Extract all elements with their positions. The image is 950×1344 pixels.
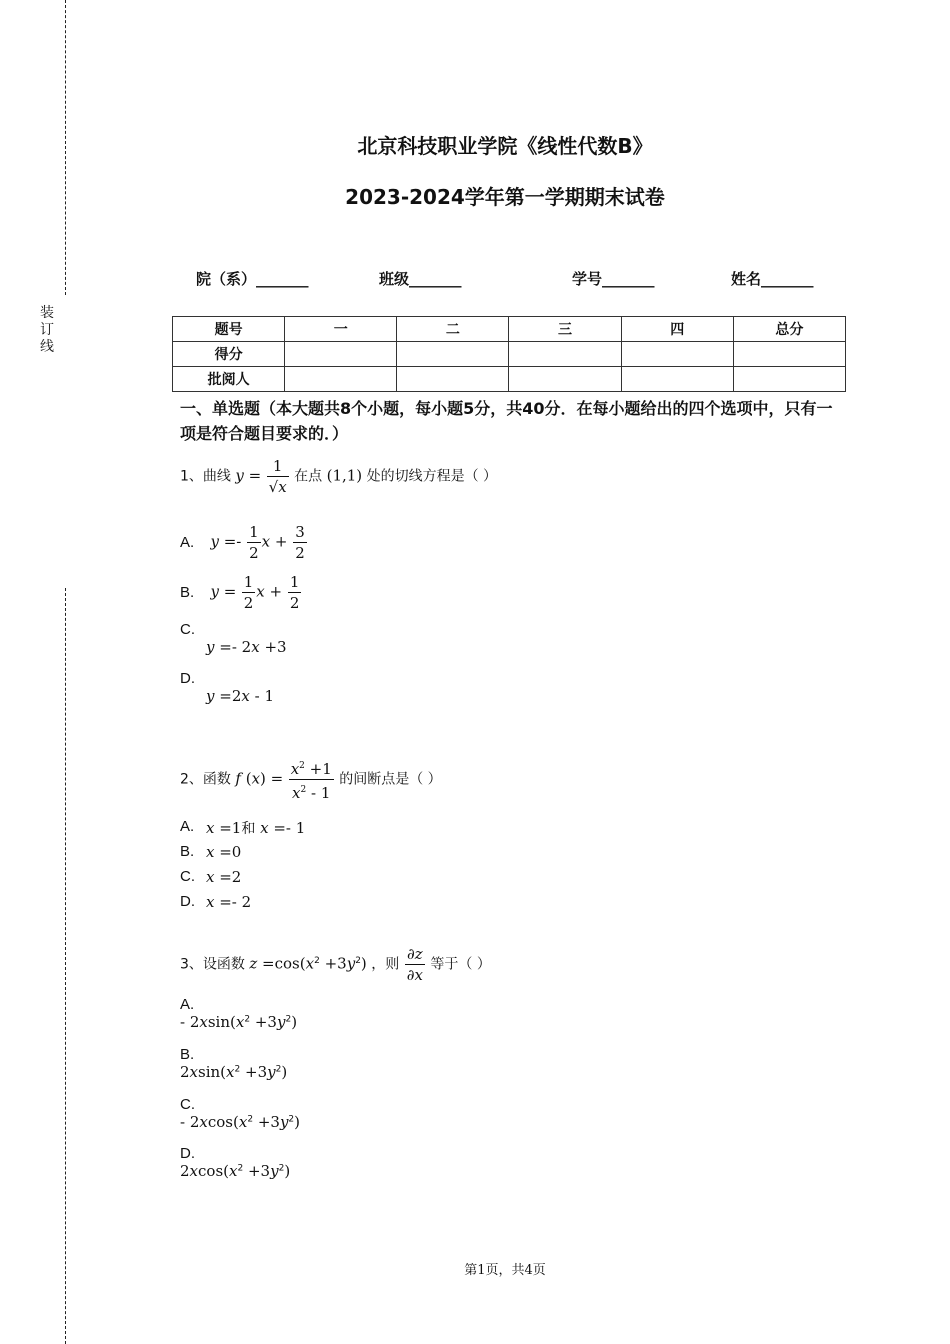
table-cell[interactable] (285, 342, 397, 367)
field-name: 姓名_______ (731, 270, 814, 288)
q1-option-c[interactable]: C. y =- 2x +3 (180, 621, 287, 656)
table-cell[interactable] (621, 342, 733, 367)
row-label: 得分 (173, 342, 285, 367)
section-heading: 一、单选题（本大题共8个小题，每小题5分，共40分．在每小题给出的四个选项中，只有一项是符合题目要求的．） (180, 399, 833, 443)
q2-option-c[interactable]: C. x =2 (180, 868, 242, 886)
page-footer: 第1页，共4页 (464, 1263, 546, 1278)
q3-option-d[interactable]: D. $2xcos(x^2 +3y^2)$ (180, 1145, 291, 1180)
formula-fraction: $\frac{x^2 +1}{x^2 - 1}$ (289, 756, 334, 803)
q1-option-b[interactable]: B. y = $\frac{1}{2}$ x + $\frac{1}{2}$ (180, 573, 300, 612)
q2-option-d[interactable]: D. x =- 2 (180, 893, 252, 911)
q3-option-a[interactable]: A. - $2xsin(x^2 +3y^2)$ (180, 996, 298, 1031)
table-header: 二 (397, 317, 509, 342)
field-class: 班级_______ (379, 270, 462, 288)
table-cell[interactable] (285, 367, 397, 392)
table-header: 一 (285, 317, 397, 342)
question-3: 3、设函数 $z =\cos(x^2 +3y^2)$ ，则 $\frac{\partial z}{\partial x}$ 等于（ ） (180, 945, 491, 984)
table-cell[interactable] (397, 342, 509, 367)
question-2: 2、函数 f (x) = $\frac{x^2 +1}{x^2 - 1}$ 的间断点是（ ） (180, 756, 442, 803)
q2-option-a[interactable]: A. x =1和 x =- 1 (180, 818, 306, 837)
q2-option-b[interactable]: B. x =0 (180, 843, 242, 861)
q1-option-d[interactable]: D. y =2x - 1 (180, 670, 274, 705)
field-department: 院（系）_______ (196, 270, 309, 288)
table-cell[interactable] (397, 367, 509, 392)
table-header: 总分 (733, 317, 845, 342)
score-table (172, 316, 846, 392)
formula-fraction: $\frac{1}{√x}$ (268, 457, 287, 496)
binding-line-bottom (65, 588, 66, 1344)
table-cell[interactable] (733, 342, 845, 367)
q3-option-c[interactable]: C. - $2xcos(x^2 +3y^2)$ (180, 1096, 301, 1131)
table-header: 三 (509, 317, 621, 342)
table-cell[interactable] (509, 342, 621, 367)
q1-option-a[interactable]: A. y =- $\frac{1}{2}$ x + $\frac{3}{2}$ (180, 523, 305, 562)
binding-label: 装 订 线 (40, 305, 54, 355)
field-student-id: 学号_______ (572, 270, 655, 288)
table-row (173, 317, 846, 342)
question-1: 1、曲线 y = $\frac{1}{√x}$ 在点 (1,1) 处的切线方程是（ ） (180, 457, 498, 496)
table-row (173, 342, 846, 367)
row-label: 批阅人 (173, 367, 285, 392)
table-row (173, 367, 846, 392)
table-header: 四 (621, 317, 733, 342)
table-cell[interactable] (733, 367, 845, 392)
q3-option-b[interactable]: B. $2xsin(x^2 +3y^2)$ (180, 1046, 288, 1081)
table-cell[interactable] (621, 367, 733, 392)
exam-title: 北京科技职业学院《线性代数B》 (357, 134, 653, 158)
table-cell[interactable] (509, 367, 621, 392)
exam-subtitle: 2023-2024学年第一学期期末试卷 (345, 185, 665, 209)
table-header: 题号 (173, 317, 285, 342)
formula-fraction: $\frac{\partial z}{\partial x}$ (406, 945, 423, 984)
